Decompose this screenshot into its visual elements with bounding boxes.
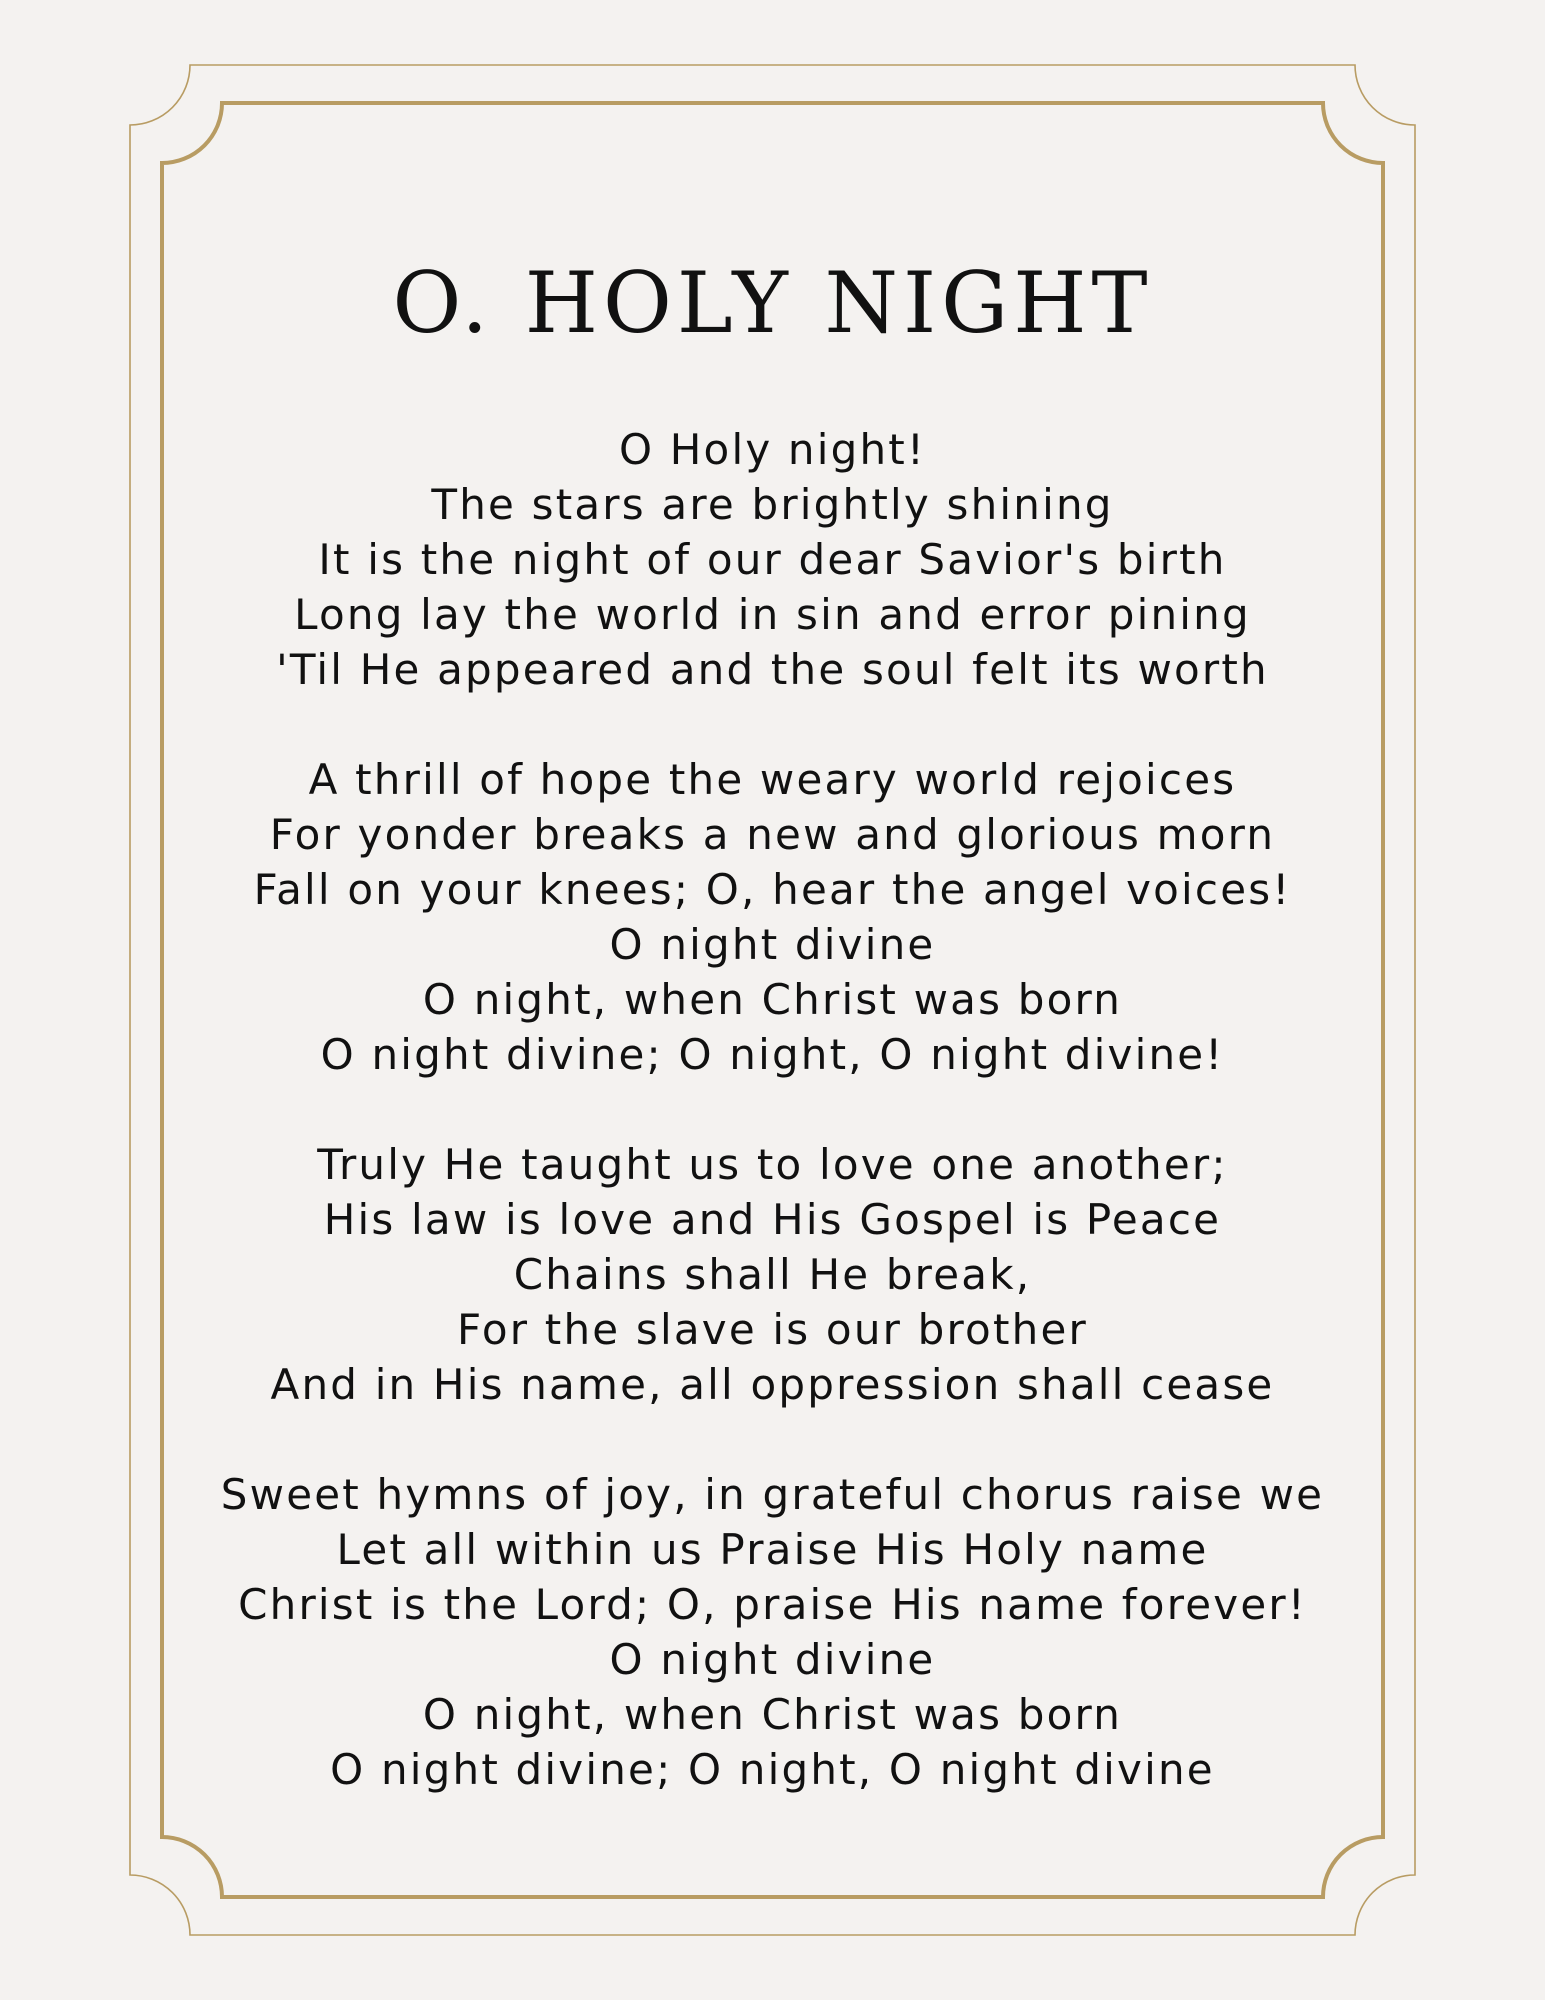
lyric-line: For the slave is our brother <box>457 1305 1088 1354</box>
lyric-line: Christ is the Lord; O, praise His name forever! <box>238 1580 1307 1629</box>
lyric-line: His law is love and His Gospel is Peace <box>323 1195 1222 1244</box>
lyric-line: O night divine <box>609 920 936 969</box>
lyrics-body <box>0 422 1545 1797</box>
lyric-line: O night divine; O night, O night divine! <box>320 1030 1225 1079</box>
lyric-line: O night, when Christ was born <box>422 1690 1123 1739</box>
lyric-line: It is the night of our dear Savior's birth <box>318 535 1227 584</box>
stanza-3 <box>0 1137 1545 1412</box>
lyric-line: The stars are brightly shining <box>431 480 1114 529</box>
lyric-line: Truly He taught us to love one another; <box>317 1140 1228 1189</box>
lyric-line: O night divine; O night, O night divine <box>330 1745 1215 1794</box>
stanza-2 <box>0 752 1545 1082</box>
page-title: O. HOLY NIGHT <box>392 254 1153 353</box>
stanza-4 <box>0 1467 1545 1797</box>
lyric-line: A thrill of hope the weary world rejoices <box>308 755 1237 804</box>
stanza-1 <box>0 422 1545 697</box>
lyric-line: And in His name, all oppression shall cease <box>270 1360 1275 1409</box>
lyric-line: Sweet hymns of joy, in grateful chorus raise we <box>220 1470 1325 1519</box>
lyric-line: Let all within us Praise His Holy name <box>336 1525 1209 1574</box>
lyric-line: Long lay the world in sin and error pining <box>294 590 1251 639</box>
lyric-line: O Holy night! <box>618 425 927 474</box>
lyric-line: O night, when Christ was born <box>422 975 1123 1024</box>
lyric-line: Chains shall He break, <box>513 1250 1032 1299</box>
lyric-line: 'Til He appeared and the soul felt its worth <box>276 645 1269 694</box>
lyric-line: O night divine <box>609 1635 936 1684</box>
lyric-line: For yonder breaks a new and glorious morn <box>269 810 1276 859</box>
lyric-line: Fall on your knees; O, hear the angel voices! <box>253 865 1292 914</box>
